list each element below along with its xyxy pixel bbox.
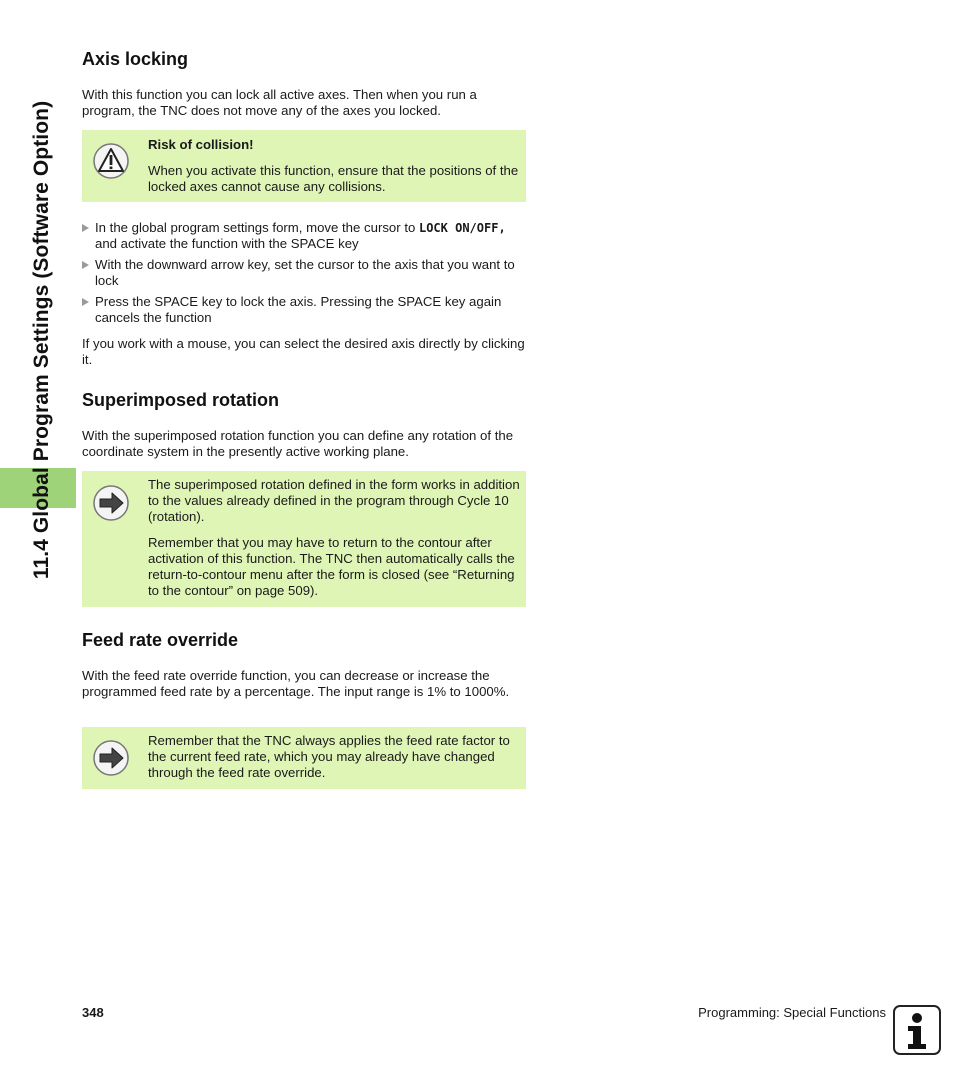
footer-chapter: Programming: Special Functions (698, 1005, 886, 1020)
list-item (82, 220, 526, 252)
arrow-right-icon (93, 485, 129, 521)
heading-superimposed-rotation: Superimposed rotation (82, 390, 280, 410)
list-item (82, 257, 526, 289)
warning-text: When you activate this function, ensure that the positions of the locked axes cannot cause any collisions. (148, 163, 519, 195)
rotation-note-p1: The superimposed rotation defined in the form works in addition to the values already defined in the program through Cycle 10 (rotation). (148, 477, 520, 525)
collision-warning-box (82, 130, 526, 202)
bullet-triangle-icon (82, 261, 89, 269)
warning-triangle-icon (93, 143, 129, 179)
softkey-code: LOCK ON/OFF, (418, 221, 506, 235)
list-item (82, 294, 526, 326)
mouse-note: If you work with a mouse, you can select the desired axis directly by clicking it. (82, 336, 525, 368)
feed-rate-note-text: Remember that the TNC always applies the feed rate factor to the current feed rate, which you may already have changed through the feed rate override. (148, 733, 510, 781)
heading-feed-rate-override: Feed rate override (82, 630, 239, 650)
heading-axis-locking: Axis locking (82, 49, 189, 69)
rotation-note-p2: Remember that you may have to return to the contour after activation of this function. The TNC then automatically calls the return-to-contour menu after the form is closed (see “Returning to the contour” on page 509). (148, 534, 515, 599)
rotation-note-box (82, 471, 526, 607)
step-text: Press the SPACE key to lock the axis. Pressing the SPACE key again cancels the function (95, 294, 502, 326)
bullet-triangle-icon (82, 224, 89, 232)
step-text: and activate the function with the SPACE key (95, 236, 359, 252)
axis-locking-intro: With this function you can lock all active axes. Then when you run a program, the TNC does not move any of the axes you locked. (82, 87, 477, 119)
info-icon (893, 1005, 941, 1055)
chapter-title: 11.4 Global Program Settings (Software Option) (30, 100, 53, 580)
superimposed-rotation-intro: With the superimposed rotation function you can define any rotation of the coordinate system in the presently active working plane. (82, 428, 514, 460)
step-text: With the downward arrow key, set the cursor to the axis that you want to lock (95, 257, 515, 289)
page-number: 348 (82, 1005, 104, 1020)
arrow-right-icon (93, 740, 129, 776)
step-text: In the global program settings form, move the cursor to (95, 220, 419, 235)
bullet-triangle-icon (82, 298, 89, 306)
feed-rate-intro: With the feed rate override function, you can decrease or increase the programmed feed rate by a percentage. The input range is 1% to 1000%. (82, 668, 510, 700)
feed-rate-note-box (82, 727, 526, 789)
warning-title: Risk of collision! (148, 137, 254, 152)
